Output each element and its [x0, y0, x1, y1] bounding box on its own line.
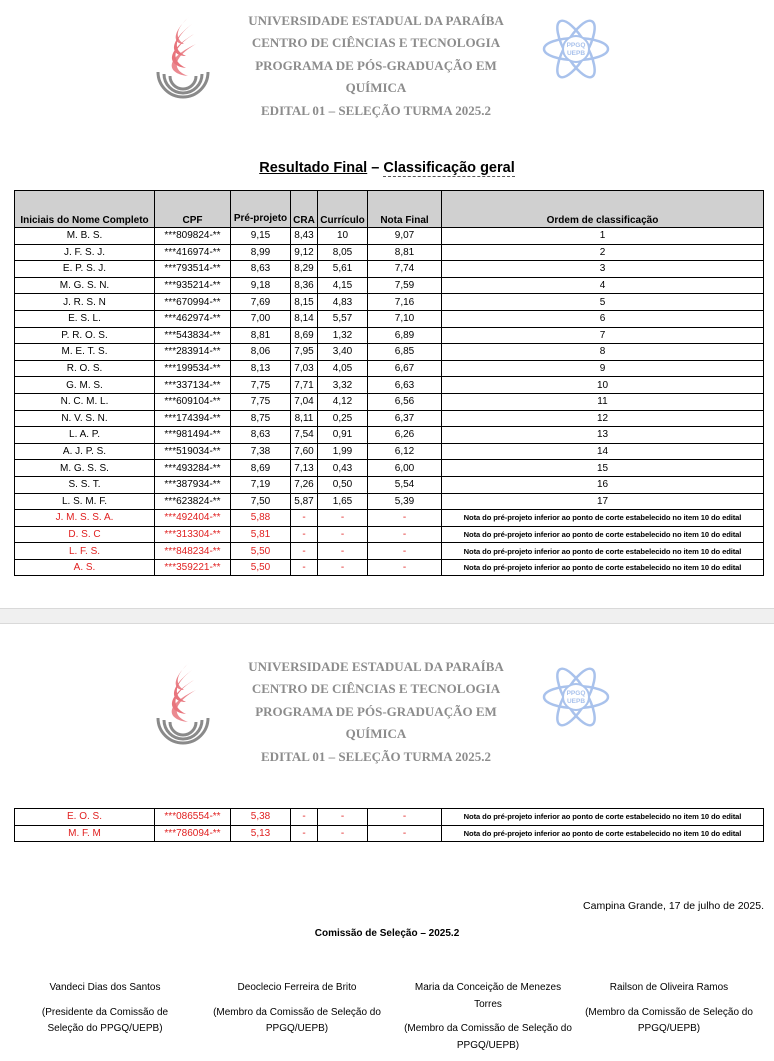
cell-initials: G. M. S. — [15, 377, 155, 394]
uepb-flame-logo — [152, 14, 214, 100]
uepb-flame-logo — [152, 660, 214, 746]
title-part-result: Resultado Final — [259, 160, 368, 176]
cell-final-grade: - — [368, 543, 442, 560]
title-part-classification: Classificação geral — [383, 160, 515, 176]
institution-header — [230, 10, 522, 122]
document-page-2 — [0, 624, 774, 1061]
cell-cpf: ***935214-** — [155, 277, 231, 294]
cell-elimination-note: Nota do pré-projeto inferior ao ponto de corte estabelecido no item 10 do edital — [442, 559, 764, 576]
cell-curriculum: 4,12 — [318, 393, 368, 410]
signature-block — [30, 980, 180, 1038]
cell-ranking: 12 — [442, 410, 764, 427]
cell-cra: 8,15 — [291, 294, 318, 311]
cell-elimination-note: Nota do pré-projeto inferior ao ponto de corte estabelecido no item 10 do edital — [442, 809, 764, 826]
signature-role: (Presidente da Comissão de Seleção do PPGQ/UEPB) — [41, 1006, 169, 1034]
cell-pre-project: 8,99 — [231, 244, 291, 261]
cell-curriculum: 1,65 — [318, 493, 368, 510]
candidate-row — [15, 294, 764, 311]
institution-header — [230, 656, 522, 768]
cell-final-grade: 9,07 — [368, 228, 442, 245]
cell-cra: - — [291, 510, 318, 527]
candidate-row — [15, 377, 764, 394]
cell-final-grade: 6,67 — [368, 360, 442, 377]
results-table-continued — [14, 808, 764, 842]
results-table — [14, 190, 764, 576]
cell-pre-project: 5,81 — [231, 526, 291, 543]
cell-initials: M. E. T. S. — [15, 344, 155, 361]
candidate-row — [15, 344, 764, 361]
results-table-body-continued — [15, 809, 764, 842]
cell-cpf: ***543834-** — [155, 327, 231, 344]
cell-ranking: 8 — [442, 344, 764, 361]
candidate-row — [15, 393, 764, 410]
eliminated-candidate-row — [15, 825, 764, 842]
cell-cpf: ***809824-** — [155, 228, 231, 245]
cell-cpf: ***387934-** — [155, 476, 231, 493]
cell-ranking: 14 — [442, 443, 764, 460]
cell-final-grade: - — [368, 510, 442, 527]
cell-curriculum: 5,57 — [318, 310, 368, 327]
cell-curriculum: - — [318, 526, 368, 543]
cell-ranking: 4 — [442, 277, 764, 294]
cell-curriculum: - — [318, 825, 368, 842]
candidate-row — [15, 476, 764, 493]
atom-logo-text-uepb: UEPB — [566, 698, 586, 705]
cell-cpf: ***337134-** — [155, 377, 231, 394]
cell-curriculum: 0,91 — [318, 427, 368, 444]
cell-initials: P. R. O. S. — [15, 327, 155, 344]
cell-cpf: ***174394-** — [155, 410, 231, 427]
ppgq-atom-logo — [540, 664, 612, 730]
cell-ranking: 17 — [442, 493, 764, 510]
cell-ranking: 7 — [442, 327, 764, 344]
cell-cra: - — [291, 543, 318, 560]
cell-curriculum: - — [318, 809, 368, 826]
cell-final-grade: - — [368, 809, 442, 826]
commission-title: Comissão de Seleção – 2025.2 — [314, 928, 460, 939]
atom-logo-text-uepb: UEPB — [566, 50, 586, 57]
cell-curriculum: 3,40 — [318, 344, 368, 361]
header-line-center: CENTRO DE CIÊNCIAS E TECNOLOGIA — [251, 35, 501, 51]
cell-curriculum: 10 — [318, 228, 368, 245]
cell-final-grade: - — [368, 526, 442, 543]
cell-curriculum: 4,83 — [318, 294, 368, 311]
column-header-pre-project: Pré-projeto — [231, 191, 291, 228]
cell-pre-project: 8,63 — [231, 427, 291, 444]
cell-curriculum: - — [318, 543, 368, 560]
signature-role: (Membro da Comissão de Seleção do PPGQ/UEPB) — [585, 1006, 753, 1034]
cell-initials: J. M. S. S. A. — [15, 510, 155, 527]
candidate-row — [15, 228, 764, 245]
cell-curriculum: 1,99 — [318, 443, 368, 460]
atom-logo-text-ppgq: PPGQ — [566, 42, 586, 49]
cell-cra: 7,54 — [291, 427, 318, 444]
cell-initials: L. F. S. — [15, 543, 155, 560]
cell-ranking: 9 — [442, 360, 764, 377]
cell-pre-project: 7,19 — [231, 476, 291, 493]
cell-ranking: 13 — [442, 427, 764, 444]
cell-cra: 7,26 — [291, 476, 318, 493]
cell-cpf: ***519034-** — [155, 443, 231, 460]
cell-initials: J. F. S. J. — [15, 244, 155, 261]
cell-ranking: 3 — [442, 261, 764, 278]
column-header-cra: CRA — [291, 191, 318, 228]
cell-curriculum: 8,05 — [318, 244, 368, 261]
signature-name: Maria da Conceição de Menezes Torres — [414, 982, 562, 1010]
cell-final-grade: 6,00 — [368, 460, 442, 477]
signature-name: Deoclecio Ferreira de Brito — [237, 982, 357, 993]
cell-ranking: 2 — [442, 244, 764, 261]
signature-block — [204, 980, 390, 1038]
header-line-program-cont: QUÍMICA — [345, 80, 407, 96]
cell-final-grade: 7,10 — [368, 310, 442, 327]
cell-cra: 8,14 — [291, 310, 318, 327]
ppgq-atom-logo — [540, 16, 612, 82]
cell-pre-project: 7,75 — [231, 393, 291, 410]
eliminated-candidate-row — [15, 526, 764, 543]
cell-ranking: 10 — [442, 377, 764, 394]
candidate-row — [15, 460, 764, 477]
title-dash: – — [367, 160, 384, 176]
cell-ranking: 1 — [442, 228, 764, 245]
cell-cra: 7,60 — [291, 443, 318, 460]
column-header-cpf: CPF — [155, 191, 231, 228]
cell-cra: 7,04 — [291, 393, 318, 410]
cell-cpf: ***492404-** — [155, 510, 231, 527]
cell-cra: 5,87 — [291, 493, 318, 510]
cell-cra: 7,95 — [291, 344, 318, 361]
cell-cpf: ***786094-** — [155, 825, 231, 842]
cell-pre-project: 7,69 — [231, 294, 291, 311]
cell-pre-project: 5,38 — [231, 809, 291, 826]
cell-cpf: ***462974-** — [155, 310, 231, 327]
cell-cra: 7,13 — [291, 460, 318, 477]
cell-cpf: ***313304-** — [155, 526, 231, 543]
cell-pre-project: 8,75 — [231, 410, 291, 427]
cell-ranking: 16 — [442, 476, 764, 493]
cell-final-grade: 6,37 — [368, 410, 442, 427]
cell-initials: M. G. S. N. — [15, 277, 155, 294]
cell-initials: S. S. T. — [15, 476, 155, 493]
cell-elimination-note: Nota do pré-projeto inferior ao ponto de corte estabelecido no item 10 do edital — [442, 543, 764, 560]
cell-pre-project: 8,63 — [231, 261, 291, 278]
cell-initials: M. G. S. S. — [15, 460, 155, 477]
cell-pre-project: 7,38 — [231, 443, 291, 460]
cell-elimination-note: Nota do pré-projeto inferior ao ponto de corte estabelecido no item 10 do edital — [442, 825, 764, 842]
atom-logo-text-ppgq: PPGQ — [566, 690, 586, 697]
cell-cra: 9,12 — [291, 244, 318, 261]
cell-initials: E. S. L. — [15, 310, 155, 327]
cell-pre-project: 8,69 — [231, 460, 291, 477]
cell-final-grade: 6,89 — [368, 327, 442, 344]
cell-curriculum: - — [318, 510, 368, 527]
cell-cpf: ***793514-** — [155, 261, 231, 278]
cell-pre-project: 7,75 — [231, 377, 291, 394]
cell-initials: N. C. M. L. — [15, 393, 155, 410]
cell-initials: N. V. S. N. — [15, 410, 155, 427]
cell-pre-project: 8,13 — [231, 360, 291, 377]
signature-role: (Membro da Comissão de Seleção do PPGQ/UEPB) — [213, 1006, 381, 1034]
cell-pre-project: 7,00 — [231, 310, 291, 327]
cell-cpf: ***609104-** — [155, 393, 231, 410]
header-line-university: UNIVERSIDADE ESTADUAL DA PARAÍBA — [248, 13, 504, 28]
eliminated-candidate-row — [15, 510, 764, 527]
table-title — [0, 160, 774, 176]
cell-final-grade: 8,81 — [368, 244, 442, 261]
cell-cpf: ***848234-** — [155, 543, 231, 560]
candidate-row — [15, 244, 764, 261]
header-line-center: CENTRO DE CIÊNCIAS E TECNOLOGIA — [251, 681, 501, 697]
column-header-final-grade: Nota Final — [368, 191, 442, 228]
cell-final-grade: 7,59 — [368, 277, 442, 294]
eliminated-candidate-row — [15, 559, 764, 576]
cell-initials: A. J. P. S. — [15, 443, 155, 460]
cell-pre-project: 5,50 — [231, 543, 291, 560]
candidate-row — [15, 277, 764, 294]
eliminated-candidate-row — [15, 543, 764, 560]
cell-curriculum: - — [318, 559, 368, 576]
cell-elimination-note: Nota do pré-projeto inferior ao ponto de corte estabelecido no item 10 do edital — [442, 510, 764, 527]
cell-final-grade: 6,56 — [368, 393, 442, 410]
cell-initials: M. F. M — [15, 825, 155, 842]
cell-pre-project: 8,81 — [231, 327, 291, 344]
cell-pre-project: 9,18 — [231, 277, 291, 294]
cell-curriculum: 4,15 — [318, 277, 368, 294]
column-header-ranking: Ordem de classificação — [442, 191, 764, 228]
cell-curriculum: 4,05 — [318, 360, 368, 377]
signature-block — [576, 980, 762, 1038]
cell-ranking: 15 — [442, 460, 764, 477]
cell-elimination-note: Nota do pré-projeto inferior ao ponto de corte estabelecido no item 10 do edital — [442, 526, 764, 543]
header-line-program: PROGRAMA DE PÓS-GRADUAÇÃO EM — [255, 57, 497, 73]
document-date: Campina Grande, 17 de julho de 2025. — [583, 900, 764, 912]
candidate-row — [15, 493, 764, 510]
cell-final-grade: - — [368, 559, 442, 576]
page-separator — [0, 608, 774, 624]
cell-cra: 8,11 — [291, 410, 318, 427]
cell-cpf: ***416974-** — [155, 244, 231, 261]
cell-final-grade: 7,16 — [368, 294, 442, 311]
candidate-row — [15, 310, 764, 327]
cell-pre-project: 5,13 — [231, 825, 291, 842]
cell-ranking: 11 — [442, 393, 764, 410]
cell-final-grade: 6,85 — [368, 344, 442, 361]
cell-cpf: ***359221-** — [155, 559, 231, 576]
cell-cpf: ***981494-** — [155, 427, 231, 444]
cell-initials: L. A. P. — [15, 427, 155, 444]
column-header-curriculum: Currículo — [318, 191, 368, 228]
cell-pre-project: 7,50 — [231, 493, 291, 510]
candidate-row — [15, 261, 764, 278]
candidate-row — [15, 427, 764, 444]
cell-ranking: 6 — [442, 310, 764, 327]
cell-pre-project: 8,06 — [231, 344, 291, 361]
header-line-edital: EDITAL 01 – SELEÇÃO TURMA 2025.2 — [261, 102, 491, 118]
header-line-edital: EDITAL 01 – SELEÇÃO TURMA 2025.2 — [261, 748, 491, 764]
cell-curriculum: 3,32 — [318, 377, 368, 394]
cell-pre-project: 5,50 — [231, 559, 291, 576]
cell-cpf: ***670994-** — [155, 294, 231, 311]
cell-curriculum: 5,61 — [318, 261, 368, 278]
candidate-row — [15, 410, 764, 427]
eliminated-candidate-row — [15, 809, 764, 826]
cell-ranking: 5 — [442, 294, 764, 311]
cell-cra: - — [291, 809, 318, 826]
cell-cra: 8,29 — [291, 261, 318, 278]
header-line-program-cont: QUÍMICA — [345, 726, 407, 742]
cell-final-grade: - — [368, 825, 442, 842]
cell-initials: J. R. S. N — [15, 294, 155, 311]
cell-initials: E. O. S. — [15, 809, 155, 826]
cell-final-grade: 6,12 — [368, 443, 442, 460]
cell-cra: 7,71 — [291, 377, 318, 394]
cell-curriculum: 0,43 — [318, 460, 368, 477]
column-header-initials: Iniciais do Nome Completo — [15, 191, 155, 228]
cell-cra: - — [291, 559, 318, 576]
cell-curriculum: 0,50 — [318, 476, 368, 493]
signature-role: (Membro da Comissão de Seleção do PPGQ/UEPB) — [404, 1023, 572, 1051]
cell-cra: 8,69 — [291, 327, 318, 344]
cell-pre-project: 5,88 — [231, 510, 291, 527]
signature-name: Vandeci Dias dos Santos — [49, 982, 161, 993]
cell-cra: 8,36 — [291, 277, 318, 294]
candidate-row — [15, 443, 764, 460]
candidate-row — [15, 360, 764, 377]
cell-curriculum: 0,25 — [318, 410, 368, 427]
cell-cra: - — [291, 526, 318, 543]
cell-initials: R. O. S. — [15, 360, 155, 377]
cell-cra: 7,03 — [291, 360, 318, 377]
cell-curriculum: 1,32 — [318, 327, 368, 344]
cell-initials: E. P. S. J. — [15, 261, 155, 278]
cell-final-grade: 7,74 — [368, 261, 442, 278]
cell-final-grade: 5,54 — [368, 476, 442, 493]
cell-final-grade: 6,63 — [368, 377, 442, 394]
cell-cra: - — [291, 825, 318, 842]
cell-initials: M. B. S. — [15, 228, 155, 245]
cell-initials: D. S. C — [15, 526, 155, 543]
cell-final-grade: 5,39 — [368, 493, 442, 510]
cell-cpf: ***283914-** — [155, 344, 231, 361]
cell-initials: A. S. — [15, 559, 155, 576]
header-line-program: PROGRAMA DE PÓS-GRADUAÇÃO EM — [255, 703, 497, 719]
cell-cra: 8,43 — [291, 228, 318, 245]
cell-final-grade: 6,26 — [368, 427, 442, 444]
cell-cpf: ***623824-** — [155, 493, 231, 510]
candidate-row — [15, 327, 764, 344]
cell-cpf: ***493284-** — [155, 460, 231, 477]
cell-cpf: ***086554-** — [155, 809, 231, 826]
cell-pre-project: 9,15 — [231, 228, 291, 245]
signature-name: Railson de Oliveira Ramos — [609, 982, 729, 993]
signature-block — [400, 980, 576, 1054]
cell-cpf: ***199534-** — [155, 360, 231, 377]
cell-initials: L. S. M. F. — [15, 493, 155, 510]
header-line-university: UNIVERSIDADE ESTADUAL DA PARAÍBA — [248, 659, 504, 674]
results-table-body — [15, 228, 764, 576]
